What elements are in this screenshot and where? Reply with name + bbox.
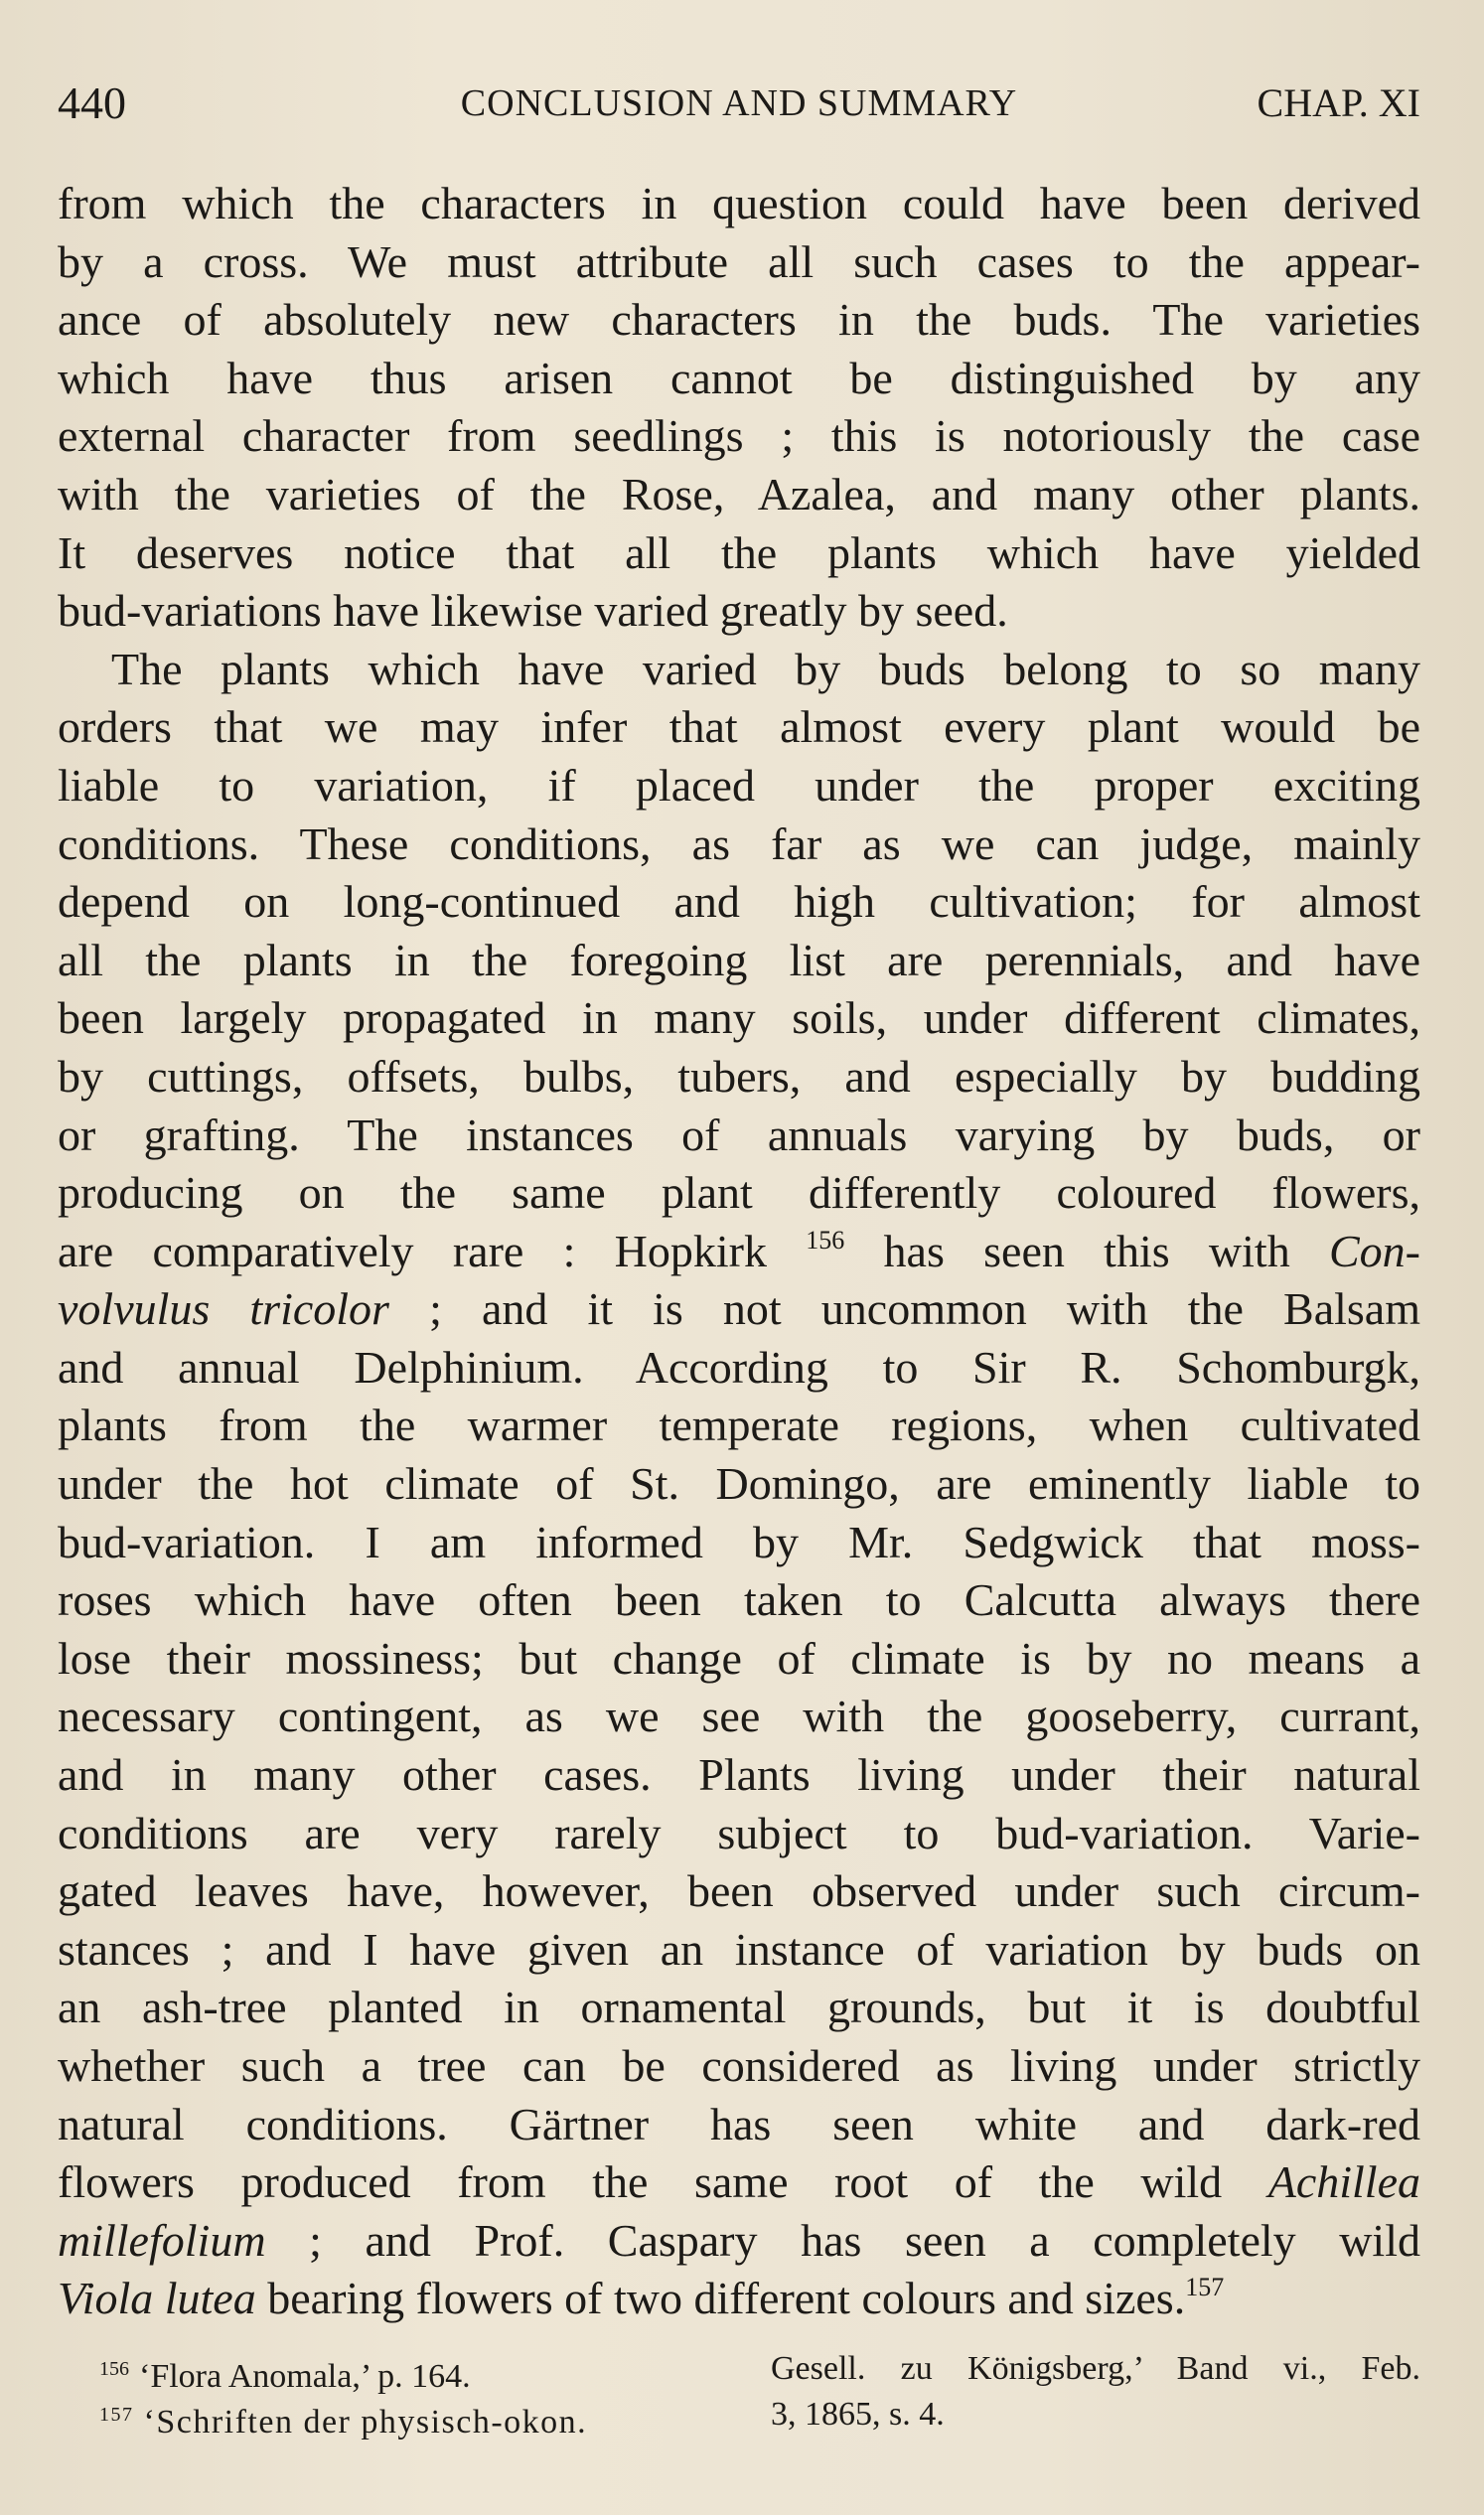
- text-line: The plants which have varied by buds belong to so many: [111, 643, 1420, 694]
- italic-text: millefolium: [58, 2214, 266, 2266]
- chapter-label: CHAP. XI: [1257, 80, 1420, 125]
- text-line: gated leaves have, however, been observed under such circum-: [58, 1865, 1420, 1917]
- text-line: [58, 1280, 1420, 1339]
- footnote-text: ‘Flora Anomala,’ p. 164.: [139, 2358, 471, 2395]
- footnote: [99, 2346, 715, 2395]
- text-line: [58, 2212, 1420, 2271]
- text-line: bud-variations have likewise varied greatly by seed.: [58, 585, 1008, 637]
- footnotes-right-column: [771, 2346, 1420, 2438]
- running-head: [58, 74, 1420, 133]
- footnote-reference: 157: [1185, 2273, 1225, 2302]
- text-line: [58, 1223, 1420, 1281]
- text-run: ; and it is not uncommon with the Balsam: [388, 1283, 1421, 1335]
- text-line: plants from the warmer temperate regions, when cultivated: [58, 1400, 1420, 1451]
- text-line: conditions. These conditions, as far as we can judge, mainly: [58, 817, 1420, 869]
- text-line: It deserves notice that all the plants which have yielded: [58, 526, 1420, 578]
- text-line: and annual Delphinium. According to Sir R. Schomburgk,: [58, 1341, 1420, 1393]
- italic-text: Viola lutea: [58, 2273, 256, 2324]
- text-line: [58, 2270, 1420, 2328]
- text-line: and in many other cases. Plants living under their natural: [58, 1749, 1420, 1801]
- text-run: ; and Prof. Caspary has seen a completely wild: [265, 2214, 1420, 2266]
- footnote-continuation: Gesell. zu Königsberg,’ Band vi., Feb.: [771, 2350, 1420, 2387]
- footnotes-left-column: [99, 2346, 715, 2441]
- text-line: all the plants in the foregoing list are perennials, and have: [58, 934, 1420, 985]
- text-run: flowers produced from the same root of the wild: [58, 2156, 1268, 2208]
- text-line: under the hot climate of St. Domingo, are eminently liable to: [58, 1458, 1420, 1510]
- text-line: by a cross. We must attribute all such cases to the appear-: [58, 235, 1420, 287]
- text-line: producing on the same plant differently coloured flowers,: [58, 1167, 1420, 1219]
- text-line: orders that we may infer that almost every plant would be: [58, 701, 1420, 753]
- text-line: bud-variation. I am informed by Mr. Sedgwick that moss-: [58, 1516, 1420, 1567]
- footnote-text: ‘Schriften der physisch-okon.: [143, 2404, 588, 2441]
- page-number: 440: [58, 77, 126, 128]
- text-line: or grafting. The instances of annuals varying by buds, or: [58, 1109, 1420, 1160]
- text-line: from which the characters in question could have been derived: [58, 178, 1420, 228]
- footnote: [99, 2392, 715, 2441]
- text-run: are comparatively rare : Hopkirk: [58, 1225, 807, 1276]
- text-line: depend on long-continued and high cultivation; for almost: [58, 876, 1420, 928]
- text-run: bearing flowers of two different colours and sizes.: [255, 2273, 1186, 2324]
- text-line: lose their mossiness; but change of climate is by no means a: [58, 1632, 1420, 1684]
- body-text: [58, 175, 1420, 2328]
- italic-text: Achillea: [1267, 2156, 1420, 2208]
- text-line: [58, 2153, 1420, 2212]
- text-line: natural conditions. Gärtner has seen white and dark-red: [58, 2098, 1420, 2149]
- text-line: with the varieties of the Rose, Azalea, and many other plants.: [58, 468, 1420, 519]
- text-line: an ash-tree planted in ornamental grounds, but it is doubtful: [58, 1982, 1420, 2033]
- text-line: been largely propagated in many soils, under different climates,: [58, 992, 1420, 1044]
- text-line: conditions are very rarely subject to bud-variation. Varie-: [58, 1807, 1420, 1858]
- footnote-number: 157: [99, 2404, 134, 2426]
- text-line: external character from seedlings ; this is notoriously the case: [58, 410, 1420, 462]
- page-header-title: CONCLUSION AND SUMMARY: [460, 82, 1018, 124]
- footnote-number: 156: [99, 2358, 129, 2380]
- text-line: by cuttings, offsets, bulbs, tubers, and especially by budding: [58, 1050, 1420, 1102]
- text-run: has seen this with: [844, 1225, 1329, 1276]
- footnote-continuation: 3, 1865, s. 4.: [771, 2396, 945, 2433]
- text-line: liable to variation, if placed under the proper exciting: [58, 759, 1420, 811]
- text-line: necessary contingent, as we see with the gooseberry, currant,: [58, 1691, 1420, 1742]
- footnote-reference: 156: [806, 1225, 845, 1255]
- text-line: stances ; and I have given an instance of variation by buds on: [58, 1923, 1420, 1975]
- text-line: whether such a tree can be considered as living under strictly: [58, 2040, 1420, 2091]
- italic-text: volvulus tricolor: [58, 1283, 389, 1335]
- italic-text: Con-: [1329, 1225, 1420, 1276]
- text-line: ance of absolutely new characters in the buds. The varieties: [58, 294, 1420, 346]
- text-line: which have thus arisen cannot be distinguished by any: [58, 352, 1420, 403]
- text-line: roses which have often been taken to Calcutta always there: [58, 1574, 1420, 1626]
